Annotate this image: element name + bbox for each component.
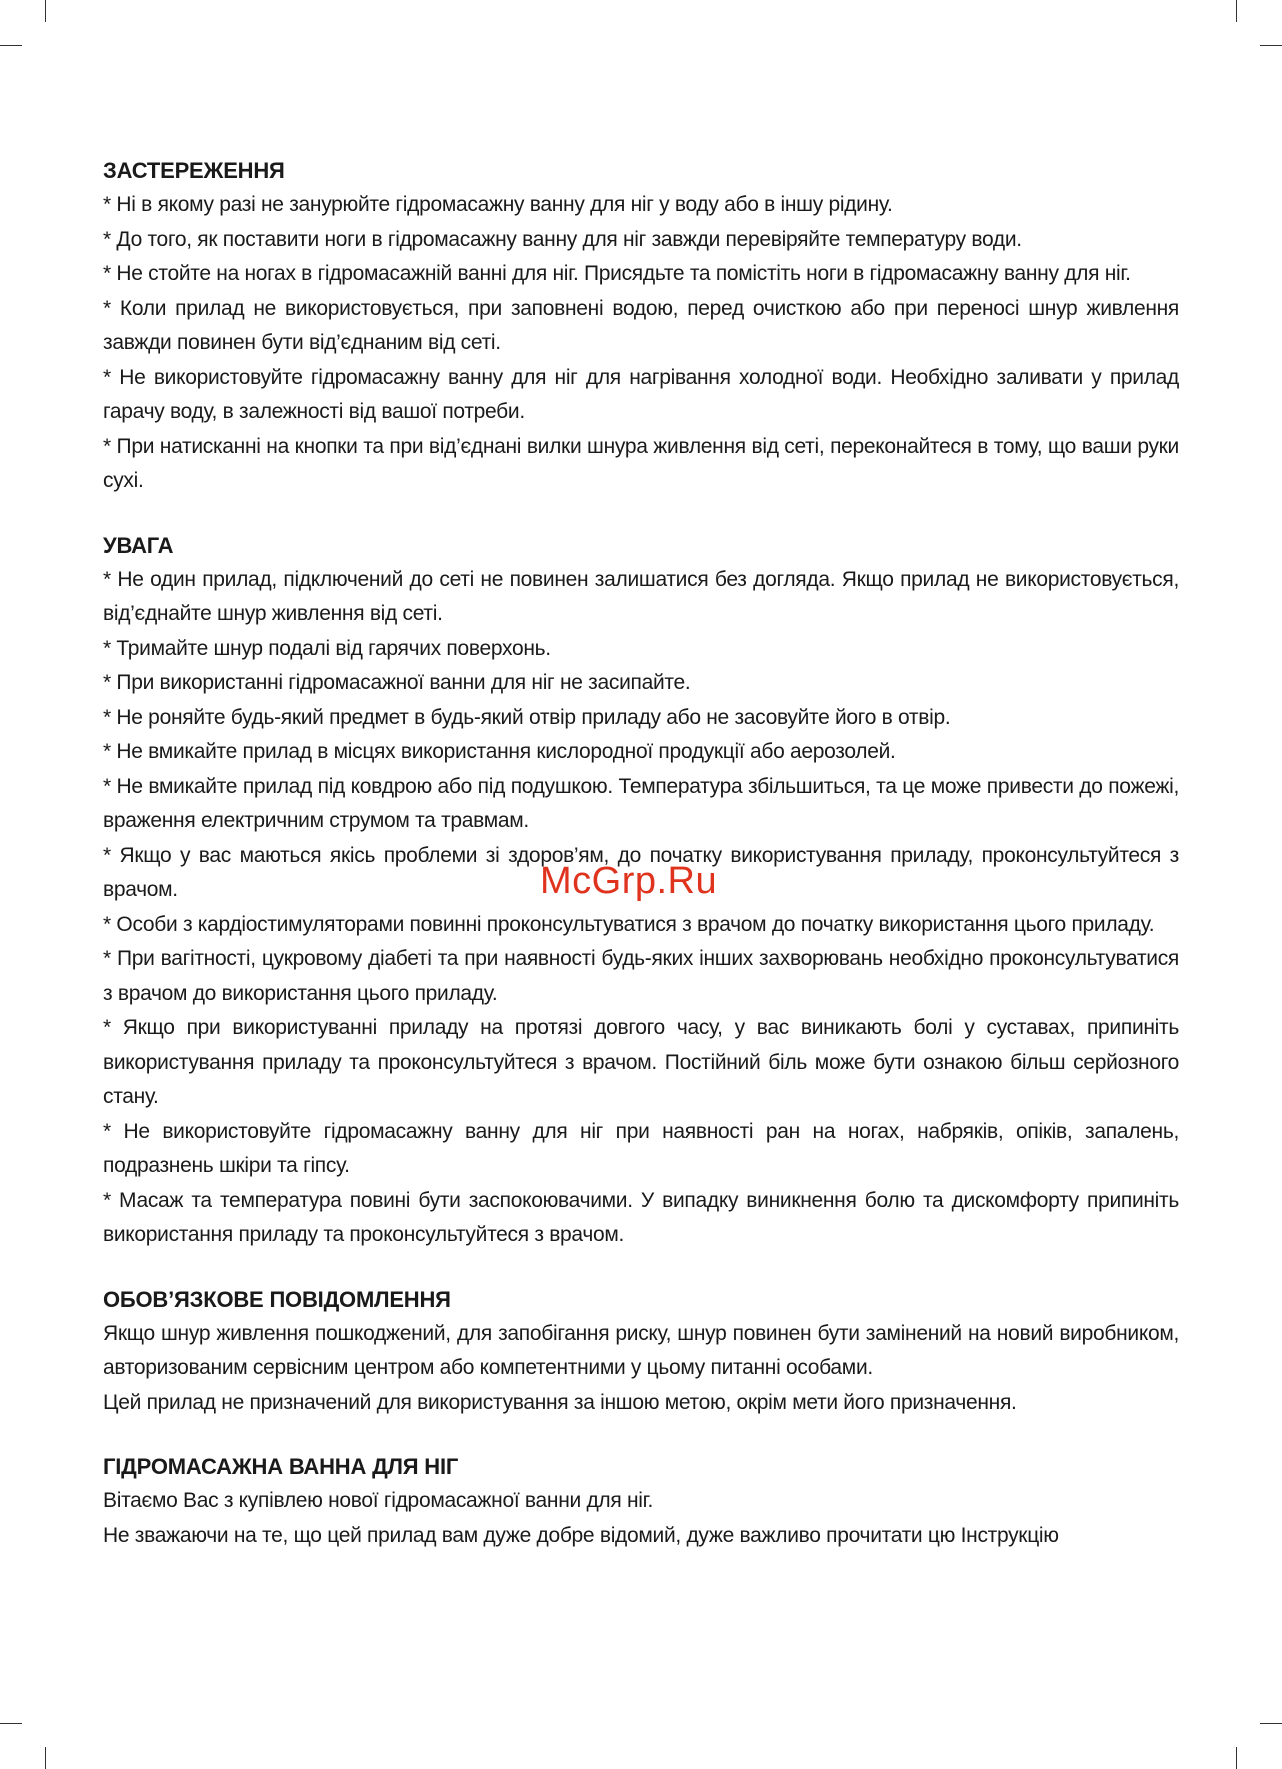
paragraph: * При використанні гідромасажної ванни для ніг не засипайте. — [103, 671, 691, 694]
paragraph: Не зважаючи на те, що цей прилад вам дуже добре відомий, дуже важливо прочитати цю Інструкцію — [103, 1523, 1059, 1547]
crop-mark — [45, 1747, 46, 1769]
paragraph: * Не роняйте будь-який предмет в будь-який отвір приладу або не засовуйте його в отвір. — [103, 705, 951, 729]
paragraph: * Якщо при використуванні приладу на протязі довгого часу, у вас виникають болі у суставах, припиніть використування приладу та проконсультуйтеся з врачом. Постійний біль може бути ознакою більш серйозного стану. — [103, 1016, 1179, 1108]
crop-mark — [0, 1723, 22, 1724]
paragraph: Вітаємо Вас з купівлею нової гідромасажної ванни для ніг. — [103, 1489, 653, 1512]
paragraph: * Не використовуйте гідромасажну ванну для ніг при наявності ран на ногах, набряків, опіків, запалень, подразнень шкіри та гіпсу. — [103, 1119, 1179, 1177]
paragraph: * Не один прилад, підключений до сеті не повинен залишатися без догляда. Якщо прилад не використовується, від’єднайте шнур живлення від сеті. — [103, 567, 1179, 625]
crop-mark — [1236, 0, 1237, 22]
paragraph: * Не вмикайте прилад в місцях використання кислородної продукції або аерозолей. — [103, 740, 896, 763]
section-attention — [103, 529, 1179, 1253]
section-heading: ЗАСТЕРЕЖЕННЯ — [103, 158, 285, 183]
paragraph: * Не використовуйте гідромасажну ванну для ніг для нагрівання холодної води. Необхідно заливати у прилад гарачу воду, в залежності від вашої потреби. — [103, 365, 1179, 423]
crop-mark — [0, 45, 22, 46]
section-product-intro — [103, 1450, 1179, 1553]
paragraph: * Якщо у вас маються якісь проблеми зі здоров’ям, до початку використування приладу, проконсультуйтеся з врачом. — [103, 843, 1179, 901]
section-warnings — [103, 154, 1179, 499]
paragraph: * Масаж та температура повині бути заспокоювачими. У випадку виникнення болю та дискомфорту припиніть використання приладу та проконсультуйтеся з врачом. — [103, 1188, 1179, 1246]
section-mandatory-notice — [103, 1283, 1179, 1421]
paragraph: * До того, як поставити ноги в гідромасажну ванну для ніг завжди перевіряйте температуру води. — [103, 227, 1022, 251]
crop-mark — [1236, 1747, 1237, 1769]
paragraph: * Ні в якому разі не занурюйте гідромасажну ванну для ніг у воду або в іншу рідину. — [103, 193, 893, 216]
section-heading: ГІДРОМАСАЖНА ВАННА ДЛЯ НІГ — [103, 1454, 459, 1479]
paragraph: * Не вмикайте прилад під ковдрою або під подушкою. Температура збільшиться, та це може привести до пожежі, враження електричним струмом та травмам. — [103, 774, 1179, 832]
paragraph: Цей прилад не призначений для використування за іншою метою, окрім мети його призначення. — [103, 1390, 1017, 1414]
paragraph: * Не стойте на ногах в гідромасажній ванні для ніг. Присядьте та помістіть ноги в гідромасажну ванну для ніг. — [103, 262, 1131, 285]
section-heading: УВАГА — [103, 532, 174, 558]
paragraph: * При вагітності, цукровому діабеті та при наявності будь-яких інших захворювань необхідно проконсультуватися з врачом до використання цього приладу. — [103, 947, 1179, 1005]
watermark: McGrp.Ru — [540, 860, 718, 902]
paragraph: * Коли прилад не використовується, при заповнені водою, перед очисткою або при переносі шнур живлення завжди повинен бути від’єднаним від сеті. — [103, 296, 1179, 354]
document-page — [103, 154, 1179, 1583]
paragraph: Якщо шнур живлення пошкоджений, для запобігання риску, шнур повинен бути замінений на новий виробником, авторизованим сервісним центром або компетентними у цьому питанні особами. — [103, 1321, 1179, 1379]
crop-mark — [1260, 1723, 1282, 1724]
paragraph: * Особи з кардіостимуляторами повинні проконсультуватися з врачом до початку використання цього приладу. — [103, 912, 1155, 936]
paragraph: * При натисканні на кнопки та при від’єднані вилки шнура живлення від сеті, переконайтеся в тому, що ваши руки сухі. — [103, 434, 1179, 492]
paragraph: * Тримайте шнур подалі від гарячих поверхонь. — [103, 636, 551, 660]
crop-mark — [45, 0, 46, 22]
section-heading: ОБОВ’ЯЗКОВЕ ПОВІДОМЛЕННЯ — [103, 1286, 451, 1312]
crop-mark — [1260, 45, 1282, 46]
